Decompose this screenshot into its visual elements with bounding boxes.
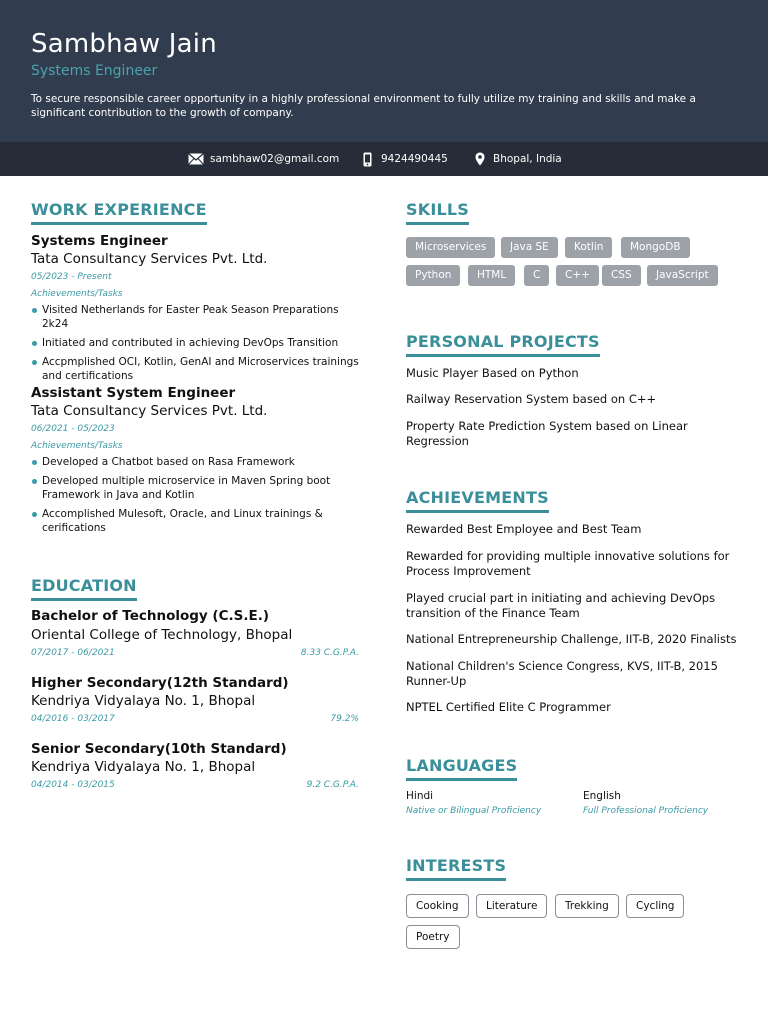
language-name: English [583,790,621,802]
bullet-item [31,507,361,535]
education-score: 9.2 C.G.P.A. [306,780,359,790]
bullet-item [31,455,361,469]
education-dates: 04/2016 - 03/2017 [31,714,115,724]
achievements-heading: ACHIEVEMENTS [406,488,549,513]
contact-email[interactable] [188,142,339,176]
map-pin-icon [475,152,485,166]
degree-title: Bachelor of Technology (C.S.E.) [31,608,269,624]
resume-header [0,0,768,142]
job-dates: 06/2021 - 05/2023 [31,424,115,434]
languages-heading: LANGUAGES [406,756,517,781]
interest-tag: Cooking [406,894,469,918]
bullet-text: Developed multiple microservice in Maven Spring boot Framework in Java and Kotlin [42,475,331,501]
bullet-text: Accpmplished OCI, Kotlin, GenAI and Microservices trainings and certifications [42,356,359,382]
candidate-role: Systems Engineer [31,63,158,79]
project-item: Railway Reservation System based on C++ [406,392,657,406]
skill-chip: JavaScript [647,265,718,286]
achievement-item: National Entrepreneurship Challenge, IIT-B, 2020 Finalists [406,632,737,646]
job-tasks-label: Achievements/Tasks [31,441,123,451]
bullet-item [31,303,361,331]
contact-bar [0,142,768,176]
language-name: Hindi [406,790,434,802]
education-meta [31,780,359,790]
school-name: Kendriya Vidyalaya No. 1, Bhopal [31,693,256,709]
degree-title: Higher Secondary(12th Standard) [31,675,289,691]
phone-text: 9424490445 [381,153,448,165]
bullet-item [31,355,361,383]
contact-location [475,142,562,176]
bullet-dot [32,341,37,346]
job-title: Assistant System Engineer [31,385,236,401]
job-bullets [31,455,361,540]
project-item: Music Player Based on Python [406,366,579,380]
language-level: Native or Bilingual Proficiency [406,806,542,816]
education-heading: EDUCATION [31,576,137,601]
skill-chip: CSS [602,265,641,286]
interest-tag: Literature [476,894,547,918]
skill-chip: MongoDB [621,237,690,258]
school-name: Kendriya Vidyalaya No. 1, Bhopal [31,759,256,775]
achievement-item: Rewarded for providing multiple innovative solutions for Process Improvement [406,549,730,578]
email-text: sambhaw02@gmail.com [210,153,340,165]
education-meta [31,648,359,658]
interest-tag: Cycling [626,894,684,918]
skills-heading: SKILLS [406,200,469,225]
achievement-item: Rewarded Best Employee and Best Team [406,522,642,536]
projects-heading: PERSONAL PROJECTS [406,332,600,357]
bullet-text: Initiated and contributed in achieving DevOps Transition [42,337,339,349]
education-score: 79.2% [330,714,359,724]
education-meta [31,714,359,724]
project-item: Property Rate Prediction System based on Linear Regression [406,419,688,448]
skill-chip: Microservices [406,237,495,258]
job-company: Tata Consultancy Services Pvt. Ltd. [31,403,268,419]
interest-tag: Poetry [406,925,460,949]
education-dates: 07/2017 - 06/2021 [31,648,115,658]
skill-chip: Kotlin [565,237,612,258]
work-experience-heading: WORK EXPERIENCE [31,200,207,225]
phone-icon [363,152,372,167]
job-dates: 05/2023 - Present [31,272,112,282]
interests-heading: INTERESTS [406,856,506,881]
bullet-dot [32,308,37,313]
achievement-item: Played crucial part in initiating and achieving DevOps transition of the Finance Team [406,591,716,620]
contact-phone[interactable] [363,142,448,176]
school-name: Oriental College of Technology, Bhopal [31,627,293,643]
bullet-dot [32,360,37,365]
skill-chip: C [524,265,549,286]
job-tasks-label: Achievements/Tasks [31,289,123,299]
career-summary: To secure responsible career opportunity in a highly professional environment to fully utilize my training and skills and make a significant contribution to the growth of company. [31,93,696,119]
job-bullets [31,303,361,388]
job-title: Systems Engineer [31,233,168,249]
skill-chip: C++ [556,265,599,286]
bullet-dot [32,479,37,484]
bullet-dot [32,512,37,517]
location-text: Bhopal, India [493,153,562,165]
bullet-item [31,474,361,502]
degree-title: Senior Secondary(10th Standard) [31,741,287,757]
bullet-text: Accomplished Mulesoft, Oracle, and Linux trainings & cerifications [42,508,323,534]
education-score: 8.33 C.G.P.A. [300,648,359,658]
bullet-item [31,336,361,350]
skill-chip: Java SE [501,237,558,258]
skill-chip: Python [406,265,460,286]
achievement-item: National Children's Science Congress, KVS, IIT-B, 2015 Runner-Up [406,659,718,688]
envelope-icon [188,153,204,165]
interest-tag: Trekking [555,894,619,918]
achievement-item: NPTEL Certified Elite C Programmer [406,700,611,714]
education-dates: 04/2014 - 03/2015 [31,780,115,790]
job-company: Tata Consultancy Services Pvt. Ltd. [31,251,268,267]
language-level: Full Professional Proficiency [583,806,709,816]
bullet-text: Developed a Chatbot based on Rasa Framework [42,456,295,468]
bullet-text: Visited Netherlands for Easter Peak Season Preparations 2k24 [42,304,339,330]
skill-chip: HTML [468,265,515,286]
candidate-name: Sambhaw Jain [31,29,217,59]
bullet-dot [32,460,37,465]
